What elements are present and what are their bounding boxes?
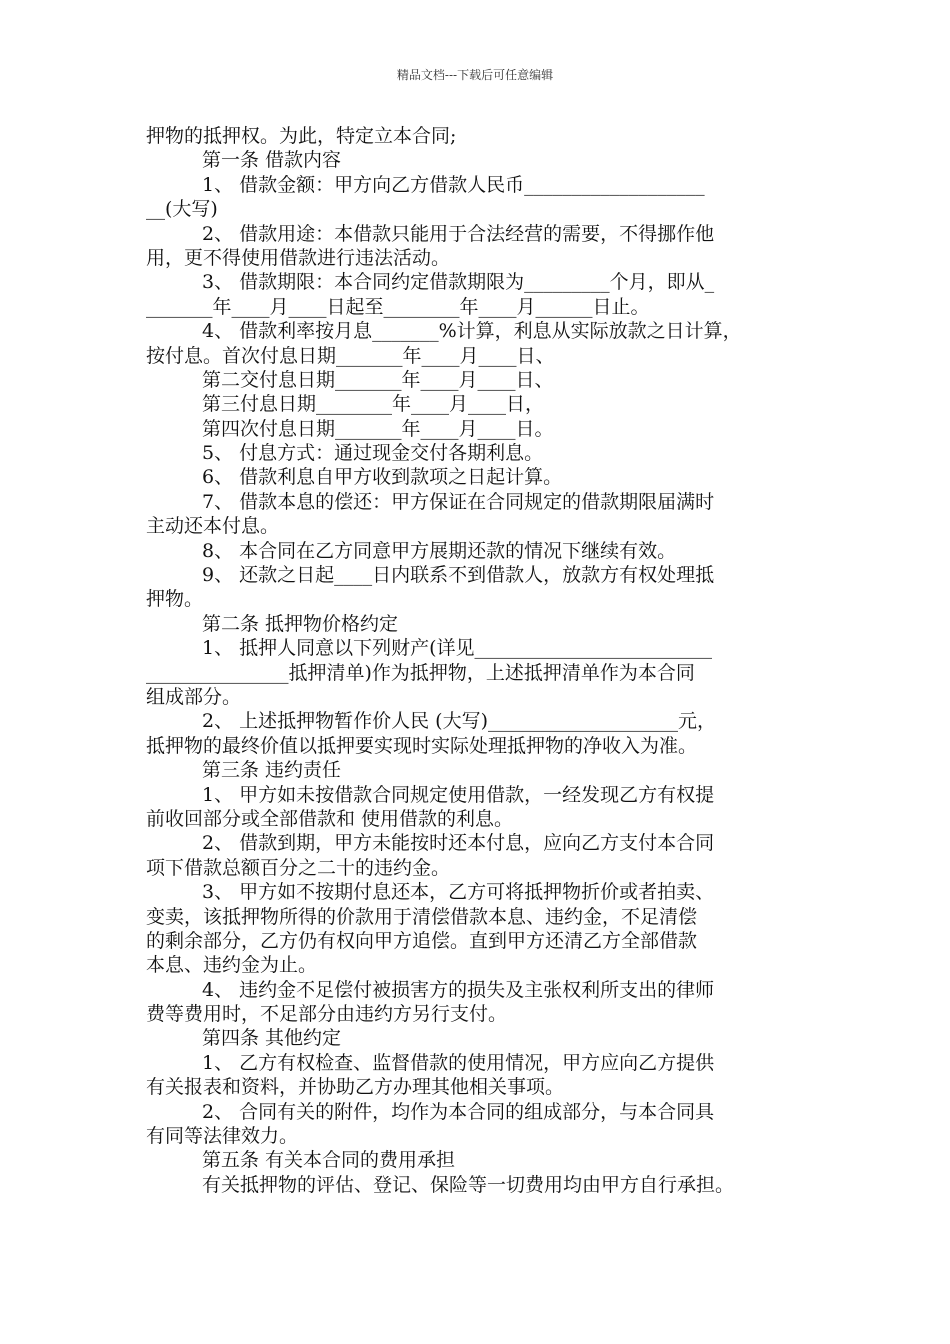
document-line: 3、 甲方如不按期付息还本，乙方可将抵押物折价或者拍卖、 <box>202 881 715 904</box>
document-line: 组成部分。 <box>146 685 242 708</box>
document-line: 2、 合同有关的附件，均作为本合同的组成部分，与本合同具 <box>202 1100 715 1123</box>
document-line: 5、 付息方式：通过现金交付各期利息。 <box>202 442 544 465</box>
document-body <box>146 124 822 1197</box>
document-line: __(大写) <box>146 198 218 221</box>
document-line: 1、 乙方有权检查、监督借款的使用情况，甲方应向乙方提供 <box>202 1051 715 1074</box>
document-line: 本息、违约金为止。 <box>146 954 318 977</box>
document-line: 6、 借款利息自甲方收到款项之日起计算。 <box>202 466 563 489</box>
document-line: 变卖，该抵押物所得的价款用于清偿借款本息、违约金，不足清偿 <box>146 905 698 928</box>
document-line: _______________抵押清单)作为抵押物，上述抵押清单作为本合同 <box>146 661 695 684</box>
document-line: 3、 借款期限：本合同约定借款期限为_________个月，即从_ <box>202 271 715 294</box>
document-line: 用，更不得使用借款进行违法活动。 <box>146 246 451 269</box>
document-line: 有关报表和资料，并协助乙方办理其他相关事项。 <box>146 1076 565 1099</box>
document-line: 押物的抵押权。为此，特定立本合同; <box>146 125 457 147</box>
document-line: 9、 还款之日起____日内联系不到借款人，放款方有权处理抵 <box>202 564 715 587</box>
document-line: 2、 借款到期，甲方未能按时还本付息，应向乙方支付本合同 <box>202 832 715 855</box>
document-line: 8、 本合同在乙方同意甲方展期还款的情况下继续有效。 <box>202 539 677 562</box>
document-line: 费等费用时，不足部分由违约方另行支付。 <box>146 1003 508 1026</box>
document-line: 第二条 抵押物价格约定 <box>202 612 399 635</box>
document-line: 第五条 有关本合同的费用承担 <box>202 1149 456 1172</box>
document-line: 4、 借款利率按月息_______%计算，利息从实际放款之日计算， <box>202 320 742 343</box>
document-line: 有同等法律效力。 <box>146 1125 299 1148</box>
document-line: 1、 借款金额：甲方向乙方借款人民币___________________ <box>202 173 705 196</box>
page-header: 精品文档---下载后可任意编辑 <box>396 68 554 82</box>
document-line: 第四次付息日期_______年____月____日。 <box>202 417 554 440</box>
document-line: 1、 抵押人同意以下列财产(详见_________________________ <box>202 637 713 660</box>
document-line: 第三付息日期________年____月____日， <box>202 393 545 416</box>
document-line: 项下借款总额百分之二十的违约金。 <box>146 856 451 879</box>
document-line: 2、 借款用途：本借款只能用于合法经营的需要，不得挪作他 <box>202 222 715 245</box>
document-line: 抵押物的最终价值以抵押要实现时实际处理抵押物的净收入为准。 <box>146 734 698 757</box>
document-line: 第三条 违约责任 <box>202 759 342 782</box>
document-line: 有关抵押物的评估、登记、保险等一切费用均由甲方自行承担。 <box>202 1173 735 1196</box>
document-line: 1、 甲方如未按借款合同规定使用借款，一经发现乙方有权提 <box>202 783 715 806</box>
document-line: 前收回部分或全部借款和 使用借款的利息。 <box>146 807 514 830</box>
document-line: 的剩余部分，乙方仍有权向甲方追偿。直到甲方还清乙方全部借款 <box>146 929 698 952</box>
document-line: 第二交付息日期_______年____月____日、 <box>202 368 554 391</box>
document-line: 押物。 <box>146 588 204 611</box>
document-line: _______年____月____日起至________年____月______日止。 <box>146 295 650 318</box>
document-line: 第四条 其他约定 <box>202 1027 342 1050</box>
document-line: 2、 上述抵押物暂作价人民 (大写)____________________元， <box>202 710 716 733</box>
document-line: 按付息。首次付息日期_______年____月____日、 <box>146 344 555 367</box>
document-line: 第一条 借款内容 <box>202 149 342 172</box>
document-line: 4、 违约金不足偿付被损害方的损失及主张权利所支出的律师 <box>202 978 715 1001</box>
document-line: 7、 借款本息的偿还：甲方保证在合同规定的借款期限届满时 <box>202 490 715 513</box>
document-line: 主动还本付息。 <box>146 515 280 538</box>
